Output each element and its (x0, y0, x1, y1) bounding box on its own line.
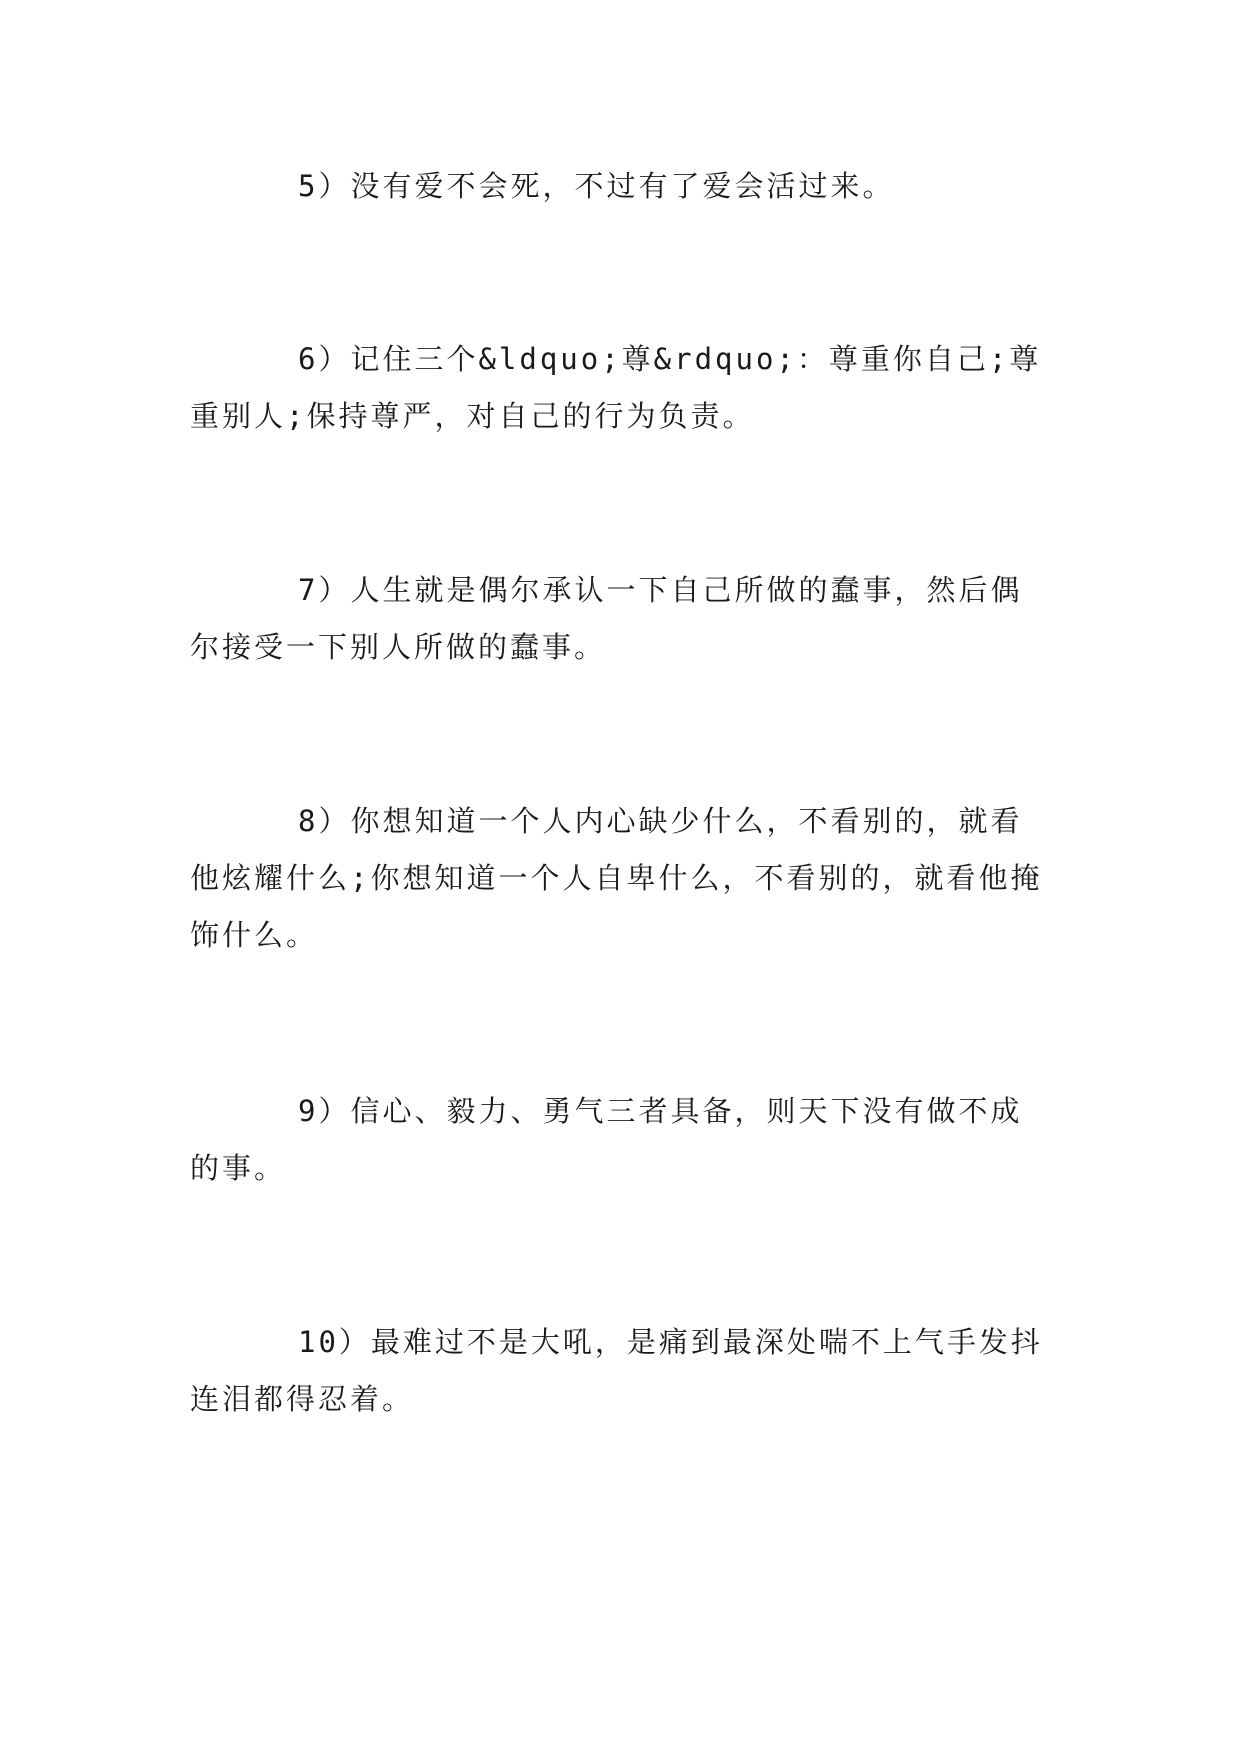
paragraph-9: 9）信心、毅力、勇气三者具备，则天下没有做不成的事。 (190, 1094, 1023, 1185)
paragraph-5: 5）没有爱不会死，不过有了爱会活过来。 (298, 169, 895, 203)
paragraph-7: 7）人生就是偶尔承认一下自己所做的蠢事，然后偶尔接受一下别人所做的蠢事。 (190, 573, 1023, 664)
paragraph-10: 10）最难过不是大吼，是痛到最深处喘不上气手发抖连泪都得忍着。 (190, 1325, 1043, 1416)
paragraph-6: 6）记住三个&ldquo;尊&rdquo;：尊重你自己;尊重别人;保持尊严，对自己的行为负责。 (190, 342, 1042, 433)
paragraph-8: 8）你想知道一个人内心缺少什么，不看别的，就看他炫耀什么;你想知道一个人自卑什么，不看别的，就看他掩饰什么。 (190, 804, 1043, 952)
